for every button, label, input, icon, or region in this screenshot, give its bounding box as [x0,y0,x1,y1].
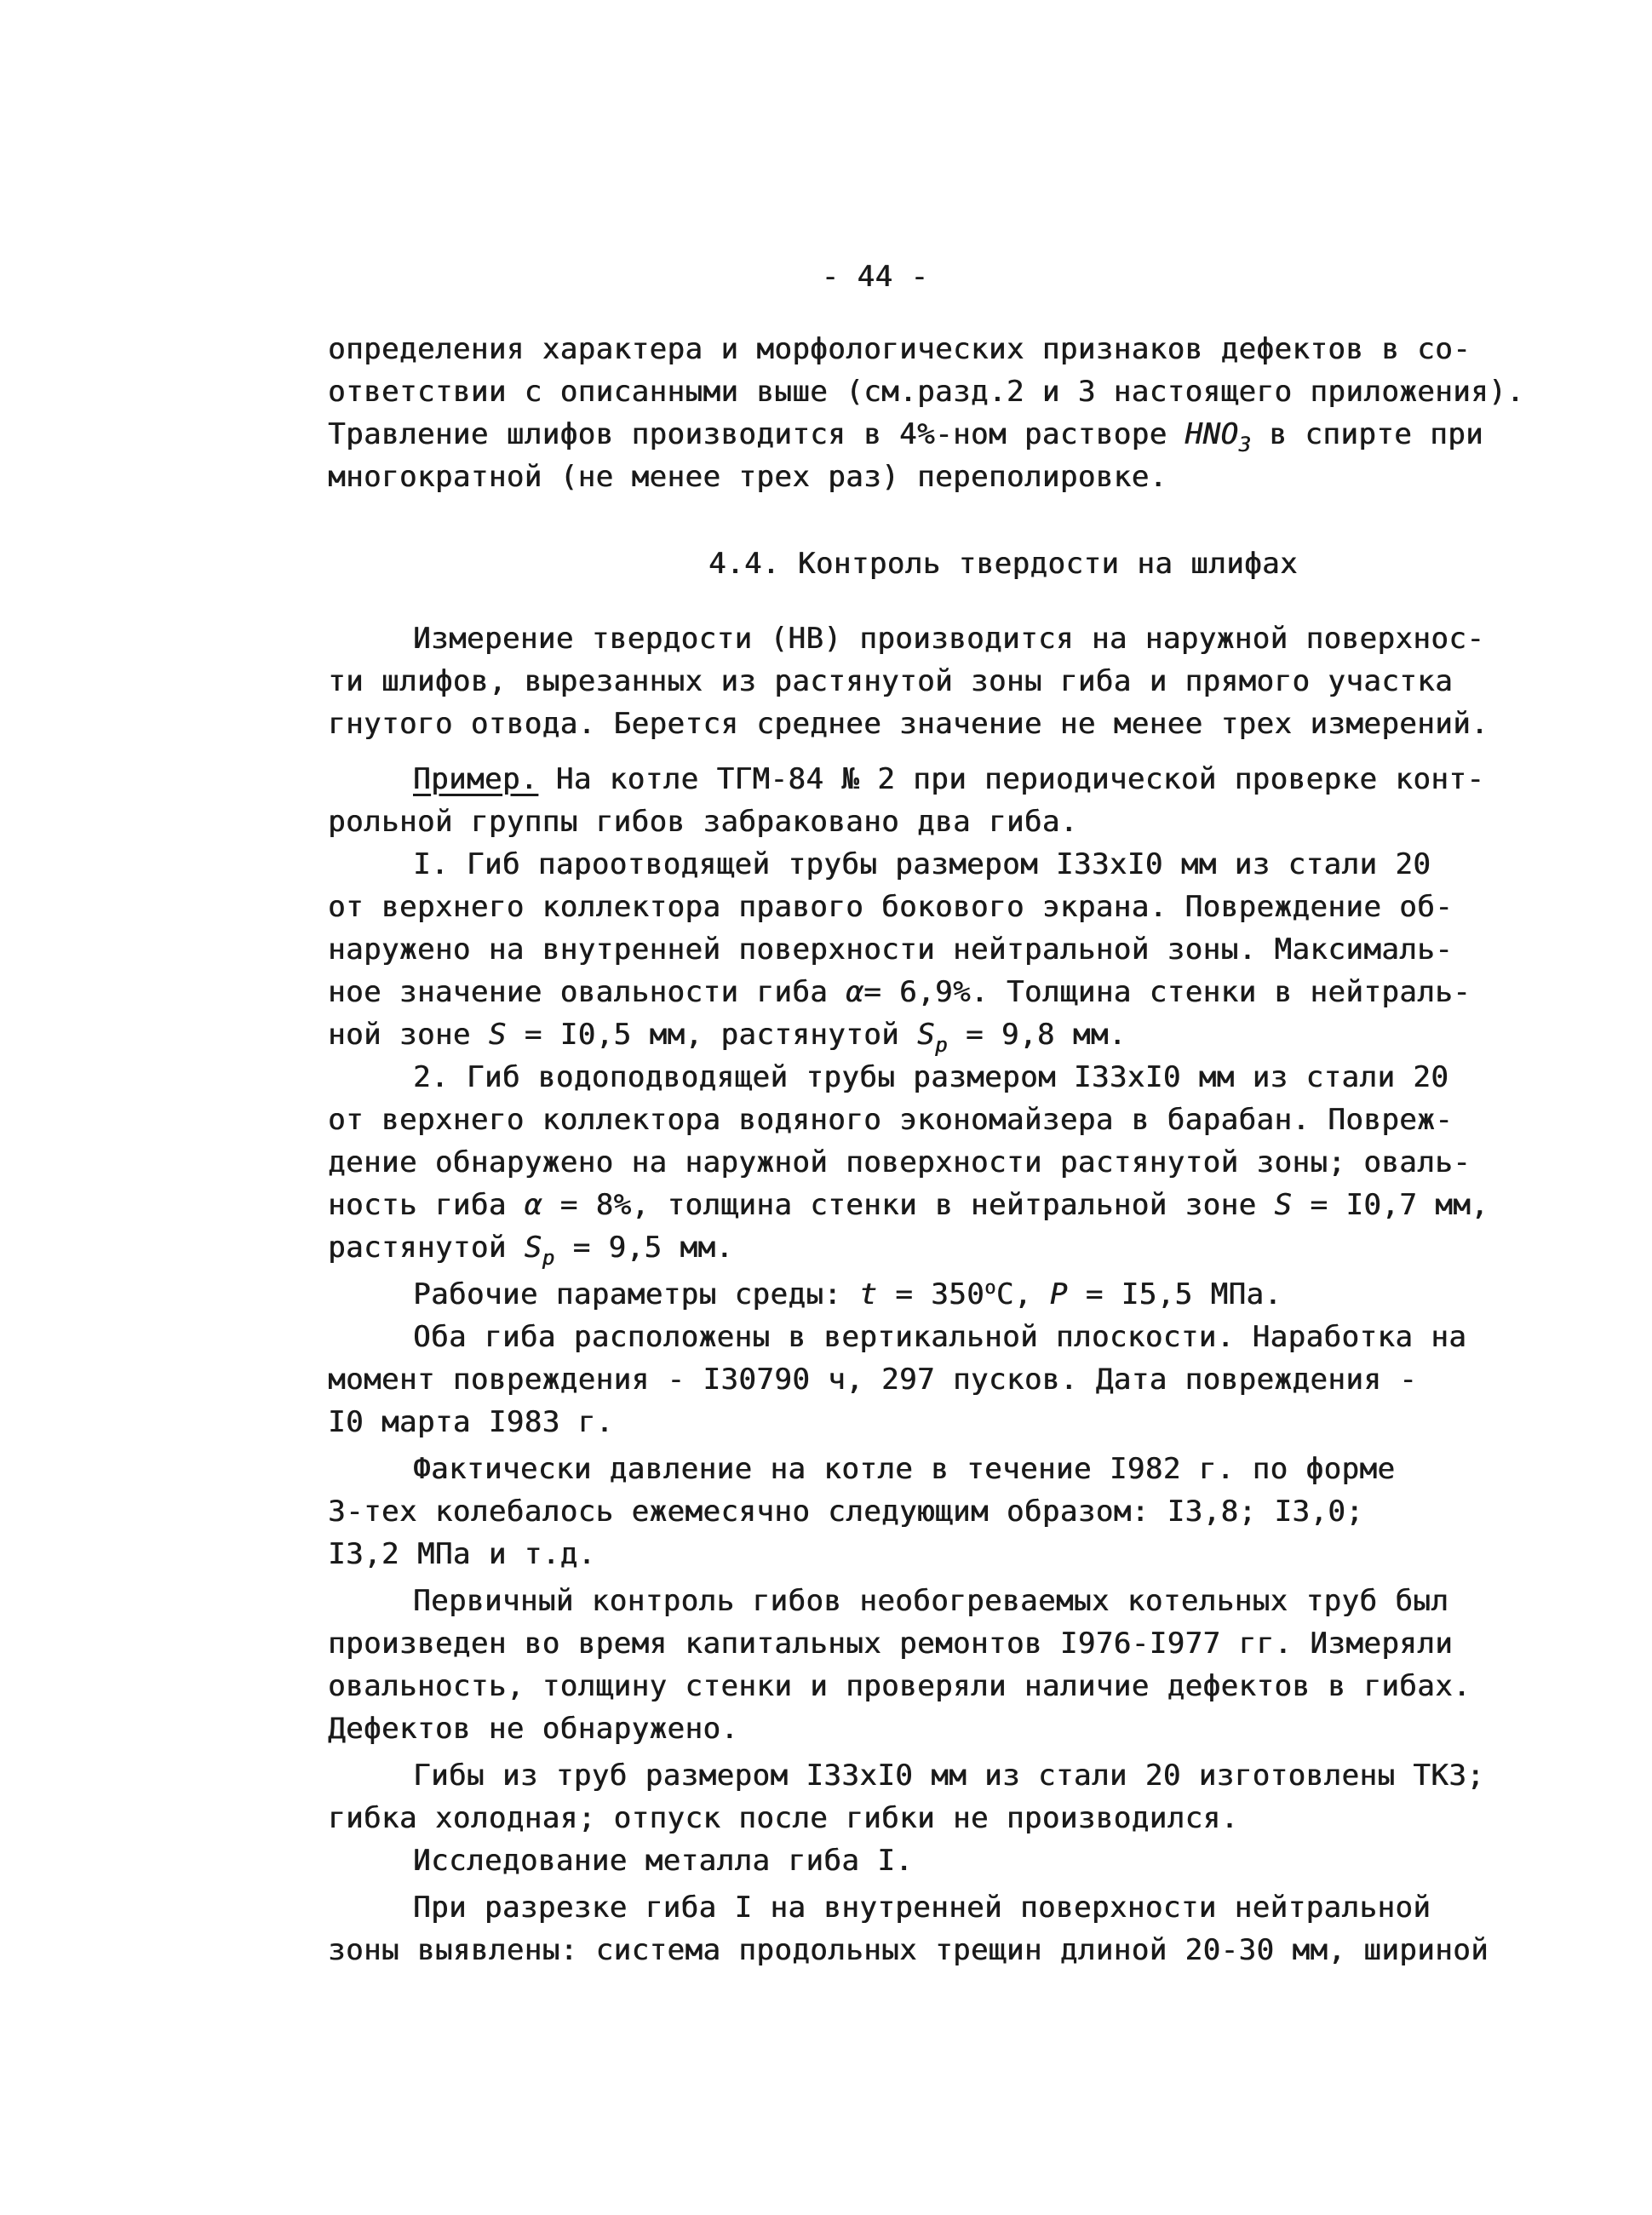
para6-line1: Гибы из труб размером I33xI0 мм из стали 20 изготовлены ТКЗ; [413,1759,1485,1793]
item1-line3: наружено на внутренней поверхности нейтральной зоны. Максималь- [328,932,1454,967]
item2-line2: от верхнего коллектора водяного экономайзера в барабан. Повреж- [328,1103,1454,1137]
para3-line1: Оба гиба расположены в вертикальной плоскости. Наработка на [413,1320,1467,1354]
item1-line5: ной зоне S = I0,5 мм, растянутой $S_p = 9,8$ мм. [328,1018,1127,1057]
parameters-line: Рабочие параметры среды: $t = 350^oC$, P = I5,5 МПа. [413,1277,1282,1311]
para5-line3: овальность, толщину стенки и проверяли наличие дефектов в гибах. [328,1669,1471,1703]
page-number: - 44 - [821,260,929,294]
example-line1: Пример. На котле ТГМ-84 № 2 при периодической проверке конт- [413,762,1485,796]
para8-line1: При разрезке гиба I на внутренней поверхности нейтральной [413,1891,1431,1925]
example-line2: рольной группы гибов забраковано два гиба. [328,805,1078,839]
item1-line4: ное значение овальности гиба α= 6,9%. Толщина стенки в нейтраль- [328,975,1471,1009]
para4-line3: I3,2 МПа и т.д. [328,1537,596,1571]
para5-line1: Первичный контроль гибов необогреваемых котельных труб был [413,1584,1449,1618]
alpha-symbol: α [846,975,864,1009]
item2-line1: 2. Гиб водоподводящей трубы размером I33xI0 мм из стали 20 [413,1060,1449,1094]
para7-line1: Исследование металла гиба I. [413,1844,914,1878]
example-label: Пример. [413,762,538,796]
para6-line2: гибка холодная; отпуск после гибки не производился. [328,1801,1239,1835]
para8-line2: зоны выявлены: система продольных трещин длиной 20-30 мм, шириной [328,1933,1489,1967]
para5-line2: произведен во время капитальных ремонтов I976-I977 гг. Измеряли [328,1627,1454,1661]
para1-line1: определения характера и морфологических признаков дефектов в со- [328,332,1471,366]
item2-line5: растянутой $S_p = 9,5$ мм. [328,1231,734,1270]
para2-line2: ти шлифов, вырезанных из растянутой зоны гиба и прямого участка [328,664,1454,698]
hno3-formula: $HNO_3$ [1185,417,1252,456]
item1-line1: I. Гиб пароотводящей трубы размером I33xI0 мм из стали 20 [413,847,1431,881]
para4-line1: Фактически давление на котле в течение I982 г. по форме [413,1452,1396,1486]
section-title: 4.4. Контроль твердости на шлифах [708,547,1299,581]
para4-line2: 3-тех колебалось ежемесячно следующим образом: I3,8; I3,0; [328,1495,1364,1529]
para1-line2: ответствии с описанными выше (см.разд.2 и 3 настоящего приложения). [328,375,1524,409]
para3-line2: момент повреждения - I30790 ч, 297 пусков. Дата повреждения - [328,1363,1418,1397]
para3-line3: I0 марта I983 г. [328,1405,614,1439]
item1-line2: от верхнего коллектора правого бокового экрана. Повреждение об- [328,890,1454,924]
para1-line3: Травление шлифов производится в 4%-ном растворе $HNO_3$ в спирте при [328,417,1484,456]
para1-line4: многократной (не менее трех раз) переполировке. [328,460,1167,494]
item2-line4: ность гиба α = 8%, толщина стенки в нейтральной зоне S = I0,7 мм, [328,1188,1489,1222]
para5-line4: Дефектов не обнаружено. [328,1712,739,1746]
para2-line3: гнутого отвода. Берется среднее значение не менее трех измерений. [328,707,1489,741]
alpha-symbol: α [524,1188,542,1222]
para2-line1: Измерение твердости (НВ) производится на наружной поверхнос- [413,622,1485,656]
item2-line3: дение обнаружено на наружной поверхности растянутой зоны; оваль- [328,1145,1471,1179]
